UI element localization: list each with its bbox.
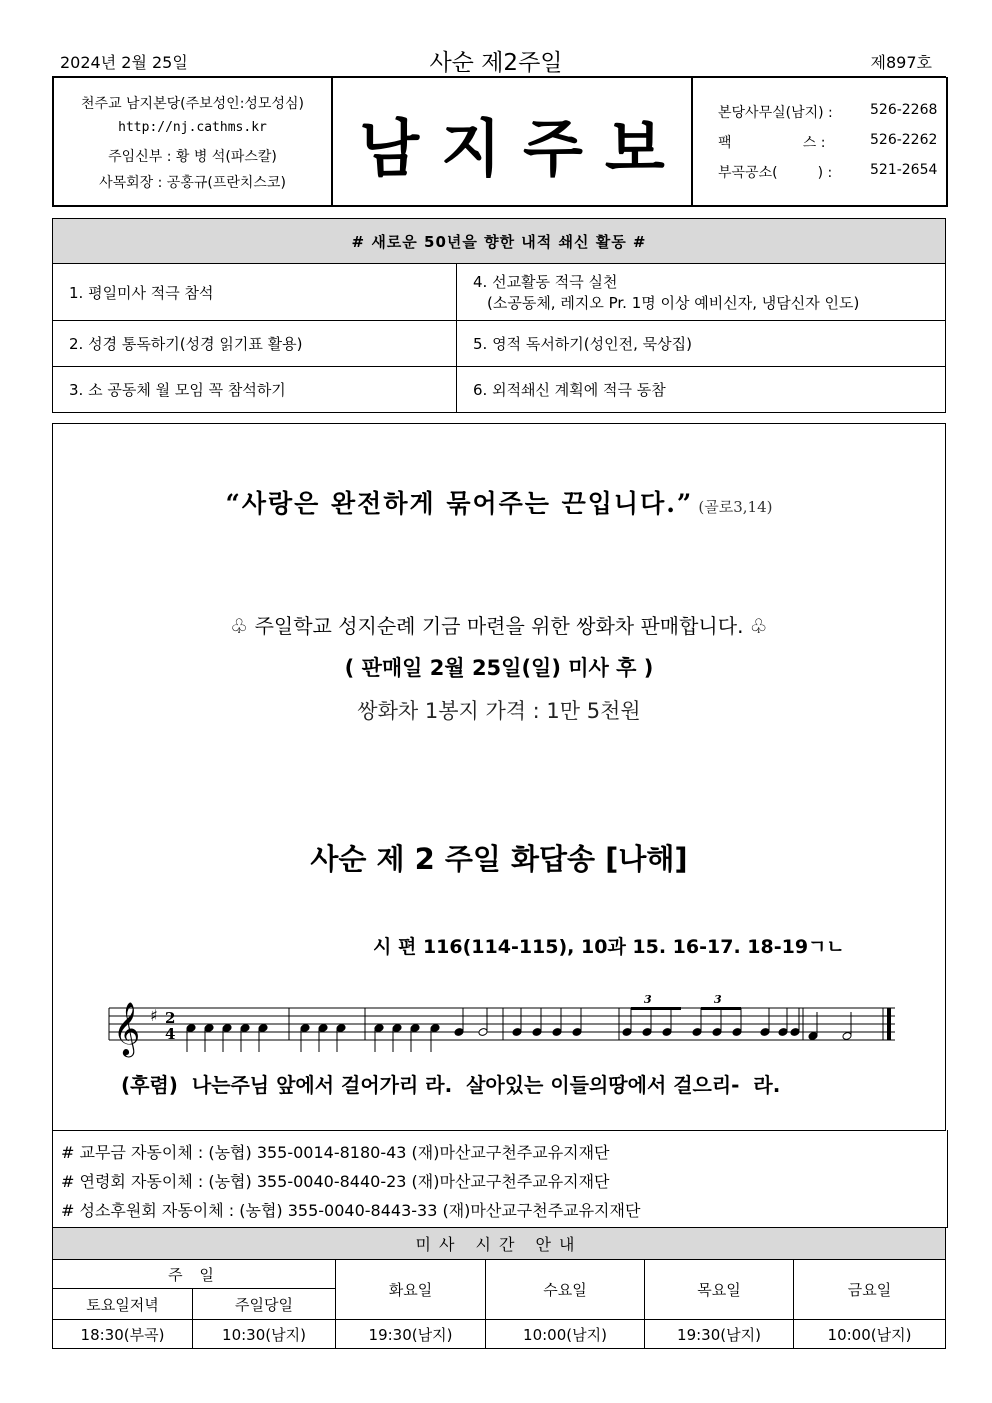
contact-mission-station [718, 162, 938, 182]
triplet-number: 3 [644, 994, 652, 1006]
time-signature [165, 1009, 175, 1043]
contact-label: 본당사무실(남지) : [718, 105, 833, 121]
main-content-box [52, 423, 946, 1131]
melody-notes [186, 1007, 852, 1052]
activity-item: 5. 영적 독서하기(성인전, 묵상집) [457, 321, 946, 367]
contact-info [694, 77, 946, 205]
issue-number: 제897호 [870, 53, 932, 72]
parish-info [54, 77, 333, 205]
masthead [52, 77, 948, 207]
auto-transfer-info [52, 1130, 948, 1228]
activity-item: 6. 외적쇄신 계획에 적극 동참 [457, 367, 946, 413]
treble-clef-icon: 𝄞 [113, 1001, 141, 1055]
mass-time: 10:30(남지) [193, 1320, 336, 1349]
day-header: 수요일 [486, 1260, 645, 1320]
day-header: 토요일저녁 [53, 1289, 193, 1320]
music-staff [103, 994, 903, 1064]
activity-subtext: (소공동체, 레지오 Pr. 1명 이상 예비신자, 냉담신자 인도) [487, 294, 860, 312]
transfer-line: # 연령회 자동이체 : (농협) 355-0040-8440-23 (재)마산교구천주교유지재단 [61, 1172, 610, 1191]
svg-text:4: 4 [165, 1025, 176, 1043]
parish-website-link[interactable]: http://nj.cathms.kr [118, 120, 267, 135]
activities-title: # 새로운 50년을 향한 내적 쇄신 활동 # [53, 219, 946, 264]
contact-label: 부곡공소( ) : [718, 165, 833, 181]
mass-schedule-table [52, 1227, 946, 1349]
activity-item: 2. 성경 통독하기(성경 읽기표 활용) [53, 321, 457, 367]
triplet-marks [644, 994, 722, 1006]
pastor-name: 주임신부 : 황 병 석(파스칼) [108, 149, 277, 165]
activity-item: 3. 소 공동체 월 모임 꼭 참석하기 [53, 367, 457, 413]
quote-text: “사랑은 완전하게 묶어주는 끈입니다.” [225, 489, 694, 518]
mass-time: 18:30(부곡) [53, 1320, 193, 1349]
day-header: 목요일 [645, 1260, 794, 1320]
renewal-activities-table [52, 218, 946, 413]
activity-item: 1. 평일미사 적극 참석 [53, 264, 457, 321]
sale-announcement: ♧ 주일학교 성지순례 기금 마련을 위한 쌍화차 판매합니다. ♧ [230, 614, 768, 638]
contact-office [718, 102, 938, 122]
phone-number: 521-2654 [870, 162, 938, 178]
mass-time: 19:30(남지) [336, 1320, 486, 1349]
scripture-quote [53, 484, 945, 520]
sale-date: ( 판매일 2월 25일(일) 미사 후 ) [344, 656, 654, 680]
svg-text:2: 2 [165, 1009, 176, 1027]
transfer-line: # 교무금 자동이체 : (농협) 355-0014-8180-43 (재)마산교구천주교유지재단 [61, 1143, 610, 1162]
bulletin-nameplate [333, 77, 693, 205]
day-header: 금요일 [794, 1260, 946, 1320]
sunday-header: 주 일 [53, 1260, 336, 1289]
activity-item [457, 264, 946, 321]
mass-time: 19:30(남지) [645, 1320, 794, 1349]
bulletin-name: 남지주보 [359, 112, 687, 185]
quote-reference: (골로3,14) [698, 498, 773, 516]
sale-price: 쌍화차 1봉지 가격 : 1만 5천원 [357, 699, 641, 723]
parish-name: 천주교 남지본당(주보성인:성모성심) [81, 96, 304, 112]
mass-time: 10:00(남지) [794, 1320, 946, 1349]
sharp-icon: ♯ [150, 1006, 158, 1025]
phone-number: 526-2268 [870, 102, 938, 118]
mass-schedule-title: 미사 시간 안내 [53, 1228, 946, 1260]
day-header: 주일당일 [193, 1289, 336, 1320]
contact-label: 팩 스 : [718, 135, 826, 151]
mass-time: 10:00(남지) [486, 1320, 645, 1349]
day-header: 화요일 [336, 1260, 486, 1320]
council-president: 사목회장 : 공홍규(프란치스코) [99, 175, 286, 191]
note-beam [631, 1007, 681, 1010]
psalm-reference: 시 편 116(114-115), 10과 15. 16-17. 18-19ㄱㄴ [373, 936, 845, 958]
staff-lines [109, 1008, 895, 1040]
liturgical-week-title: 사순 제2주일 [429, 50, 563, 76]
bulletin-date: 2024년 2월 25일 [60, 53, 188, 72]
psalm-lyrics: (후렴) 나는주님 앞에서 걸어가리 라. 살아있는 이들의땅에서 걸으리- 라. [121, 1073, 781, 1097]
contact-fax [718, 132, 938, 152]
note-beam [701, 1007, 741, 1010]
fax-number: 526-2262 [870, 132, 938, 148]
activity-text: 4. 선교활동 적극 실천 [473, 273, 618, 291]
responsorial-psalm-title: 사순 제 2 주일 화답송 [나해] [310, 842, 688, 876]
triplet-number: 3 [714, 994, 722, 1006]
transfer-line: # 성소후원회 자동이체 : (농협) 355-0040-8443-33 (재)마산교구천주교유지재단 [61, 1201, 641, 1220]
